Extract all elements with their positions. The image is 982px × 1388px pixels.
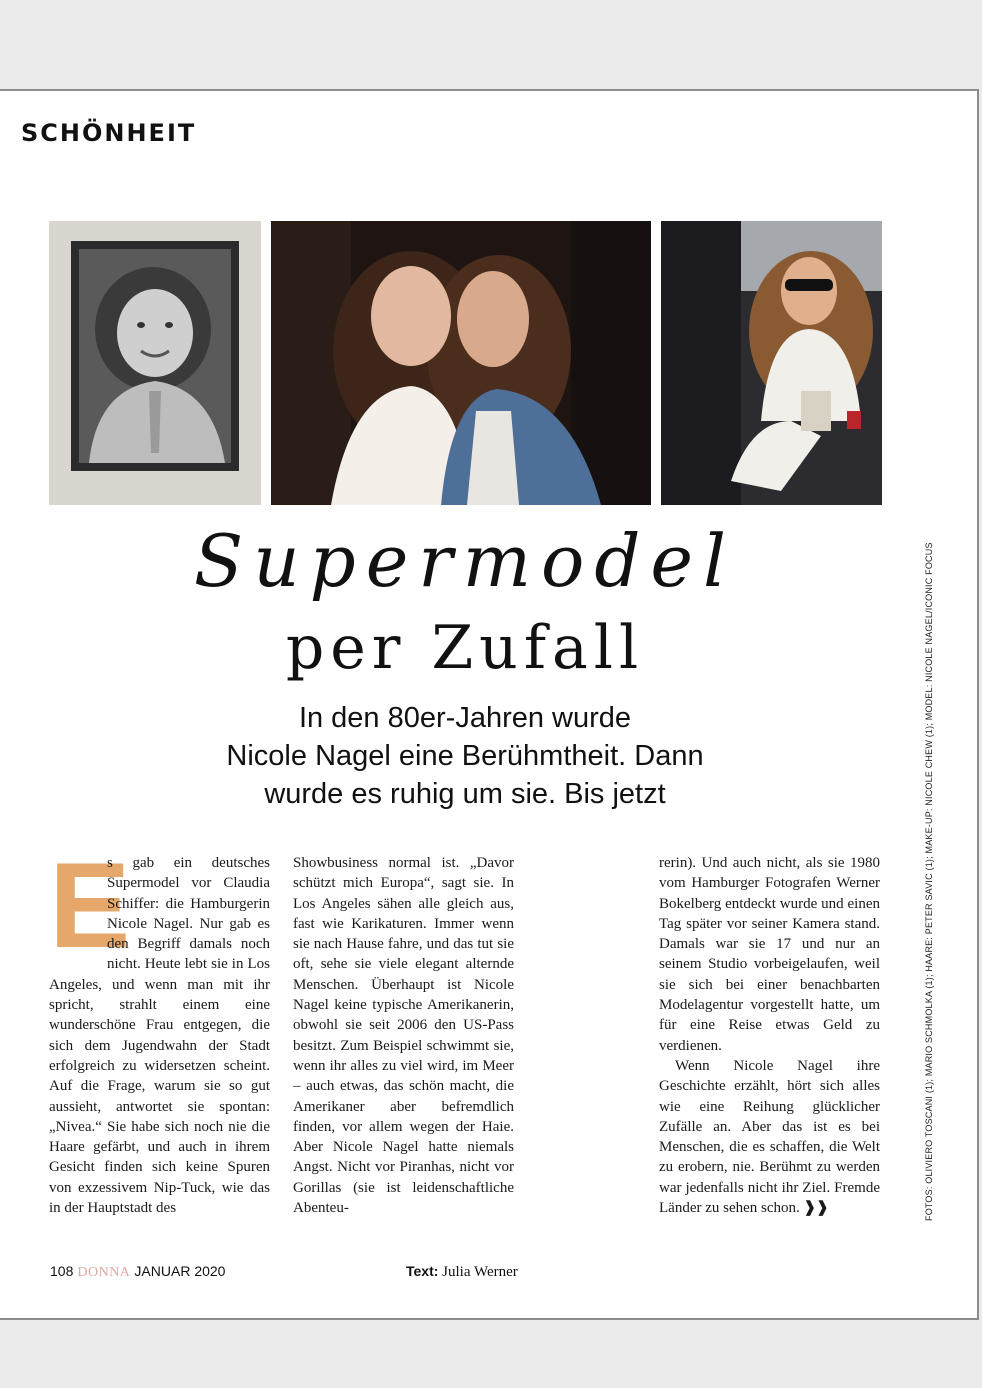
magazine-page	[0, 89, 979, 1320]
friends-photo	[271, 221, 651, 505]
drop-cap: E	[49, 837, 131, 973]
byline-label: Text:	[406, 1263, 439, 1279]
folio	[50, 1263, 225, 1281]
subhead-line-3: wurde es ruhig um sie. Bis jetzt	[264, 778, 666, 810]
column-2-text: Showbusiness normal ist. „Davor schützt mich Europa“, sagt sie. In Los Angeles sähen alle gleich aus, fast wie Karikaturen. Immer wenn sie nach Hause fahre, und das tut sie oft, sehe sie viele elegant alternde Menschen. Überhaupt ist Nicole Nagel keine typische Amerikanerin, obwohl sie seit 2006 den US-Pass besitzt. Zum Beispiel schwimmt sie, wenn ihr alles zu viel wird, im Meer – auch etwas, das schön macht, die Amerikaner aber befremdlich finden, vor allem wegen der Haie. Aber Nicole Nagel hatte niemals Angst. Nicht vor Piranhas, nicht vor Gorillas (sie ist leidenschaftliche Abenteu-	[293, 855, 514, 1217]
byline-author: Julia Werner	[442, 1264, 518, 1280]
headline-line-2: per Zufall	[285, 613, 645, 683]
headline-line-1: Supermodel	[193, 519, 737, 603]
section-title: SCHÖNHEIT	[21, 119, 197, 147]
page-number: 108	[50, 1263, 74, 1279]
article-column-3	[659, 853, 880, 1218]
subhead-line-2: Nicole Nagel eine Berühmtheit. Dann	[226, 740, 704, 772]
article-column-1	[49, 837, 270, 1218]
subhead-line-1: In den 80er-Jahren wurde	[298, 702, 632, 734]
childhood-photo	[49, 221, 261, 505]
column-3-paragraph-2-text: Wenn Nicole Nagel ihre Geschichte erzählt, hört sich alles wie eine Reihung glücklicher Zufälle an. Aber das ist es bei Menschen, die es schaffen, die Welt zu erobern, nie. Berühmt zu werden war jedenfalls nicht ihr Ziel. Fremde Länder zu sehen schon.	[659, 1057, 880, 1217]
column-3-paragraph-1: rerin). Und auch nicht, als sie 1980 vom Hamburger Fotografen Werner Bokelberg entdeckt wurde und einen Tag später vor seiner Kamera stand. Damals war sie 17 und nur an seinem Studio vorbeigelaufen, weil sie sich bei einer benachbarten Modelagentur vorgestellt hatte, um für eine Reise etwas Geld zu verdienen.	[659, 855, 880, 1054]
column-1-text: s gab ein deutsches Supermodel vor Claudia Schiffer: die Hamburgerin Nicole Nagel. Nur gab es den Begriff damals noch nicht. Heute lebt sie in Los Angeles, und wenn man mit ihr spricht, strahlt einem eine wunderschöne Frau entgegen, die sich dem Jugendwahn der Stadt erfolgreich zu widersetzen scheint. Auf die Frage, warum sie so gut aussieht, antwortet sie spontan: „Nivea.“ Sie habe sich noch nie die Haare gefärbt, und auch in ihrem Gesicht finden sich keine Spuren von exzessivem Nip-Tuck, wie das in der Hauptstadt des	[49, 855, 270, 1217]
model-photo	[661, 221, 882, 505]
issue-date: JANUAR 2020	[134, 1263, 226, 1279]
subhead	[130, 699, 800, 813]
magazine-brand: DONNA	[77, 1265, 131, 1280]
end-mark-icon: ❱❱	[803, 1199, 829, 1217]
column-3-paragraph-2	[659, 1056, 880, 1218]
byline	[406, 1263, 518, 1281]
photo-credits: FOTOS: OLIVIERO TOSCANI (1); MARIO SCHMOLKA (1); HAARE: PETER SAVIC (1); MAKE-UP: NICOLE CHEW (1); MODEL: NICOLE NAGEL/ICONIC FOCUS	[924, 542, 934, 1221]
article-column-2	[293, 853, 514, 1218]
